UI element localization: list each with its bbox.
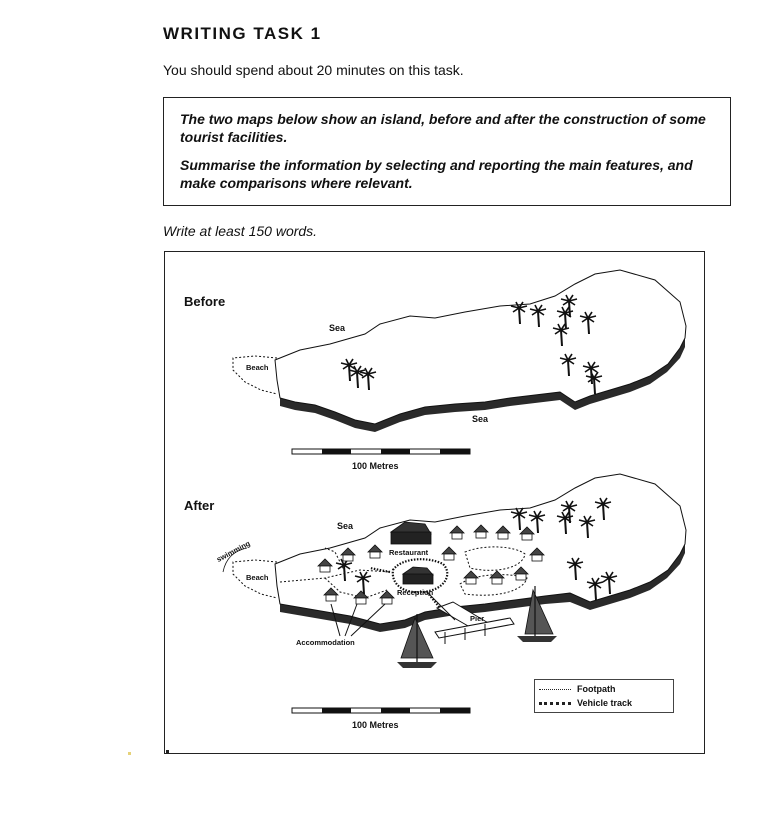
task-directive: Summarise the information by selecting and reporting the main features, and make comparisons where relevant. [180, 157, 693, 191]
legend-footpath-label: Footpath [577, 684, 616, 694]
before-scale-label: 100 Metres [352, 461, 399, 471]
footpath-line-sample [539, 689, 571, 690]
before-sea-north-label: Sea [329, 323, 346, 333]
legend-footpath [539, 684, 616, 694]
swimming-label: swimming [215, 538, 252, 564]
time-instruction: You should spend about 20 minutes on this task. [163, 62, 464, 78]
before-beach-outline [233, 356, 277, 394]
legend-vehicle-track-label: Vehicle track [577, 698, 633, 708]
scan-speck [128, 752, 131, 755]
before-sea-south-label: Sea [472, 414, 489, 424]
after-scale-label: 100 Metres [352, 720, 399, 730]
before-island-outline [275, 270, 686, 424]
pier-label: Pier [470, 614, 485, 623]
after-map-title: After [184, 498, 215, 513]
before-beach-label: Beach [246, 363, 269, 372]
after-island-outline [275, 474, 686, 624]
after-scale-bar [292, 708, 470, 713]
task-heading: WRITING TASK 1 [163, 24, 322, 43]
before-map [233, 270, 686, 454]
before-scale-bar [292, 449, 470, 454]
map-legend [534, 679, 674, 713]
after-map [223, 474, 686, 713]
island-maps-figure [164, 251, 705, 754]
scan-speck [166, 750, 169, 753]
after-beach-label: Beach [246, 573, 269, 582]
task-prompt-box [163, 97, 731, 206]
task-prompt: The two maps below show an island, before and after the construction of some tourist facilities. [180, 111, 706, 145]
after-sea-label: Sea [337, 521, 354, 531]
before-map-title: Before [184, 294, 226, 309]
word-requirement: Write at least 150 words. [163, 223, 318, 239]
reception-label: Reception [397, 588, 434, 597]
vehicle-track-line-sample [539, 702, 571, 705]
legend-vehicle-track [539, 698, 632, 708]
restaurant-label: Restaurant [389, 548, 429, 557]
accommodation-label: Accommodation [296, 638, 355, 647]
